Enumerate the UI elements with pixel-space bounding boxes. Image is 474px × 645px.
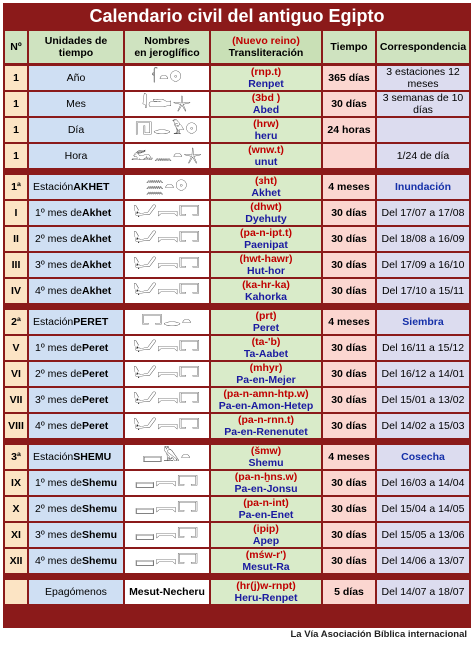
row-10-num <box>5 336 27 360</box>
header-translit <box>211 31 321 63</box>
row-18-corr-text: Del 14/06 a 13/07 <box>381 554 465 567</box>
row-1-num-text: 1 <box>13 97 19 110</box>
row-0-num <box>5 66 27 90</box>
row-0-corr <box>377 66 469 90</box>
row-12-corr <box>377 388 469 412</box>
row-2-translit-name: heru <box>254 130 278 142</box>
row-0-num-text: 1 <box>13 71 19 84</box>
row-6-unit-text: 2º mes de <box>35 232 83 245</box>
row-17-translit-name: Apep <box>252 535 280 547</box>
row-16-unit-text: 2º mes de <box>35 502 83 515</box>
row-17-hieroglyph-icon: 𓈙𓇯𓉐 <box>135 525 199 544</box>
row-19-hieroglyph <box>125 580 209 604</box>
row-8-time-text: 30 días <box>331 284 367 297</box>
row-4-translit-code: (ɜht) <box>254 175 278 187</box>
row-2-unit-text: Día <box>67 123 85 136</box>
row-17-time <box>323 523 375 547</box>
row-17-unit-suffix: Shemu <box>82 528 118 541</box>
row-9-corr <box>377 310 469 334</box>
row-18-unit <box>29 549 123 573</box>
row-3-unit <box>29 144 123 168</box>
row-10-corr-text: Del 16/11 a 15/12 <box>381 341 465 354</box>
row-14-corr-text: Cosecha <box>401 450 445 463</box>
row-4-hieroglyph-icon: 𓈗𓏏𓇳 <box>145 177 189 196</box>
row-7-translit-code: (hwt-hawr) <box>239 253 293 265</box>
row-13-unit <box>29 414 123 438</box>
row-17-num-text: XI <box>11 528 21 541</box>
row-14-unit-suffix: SHEMU <box>73 450 112 463</box>
row-13-num-text: VIII <box>8 419 24 432</box>
row-15-unit-suffix: Shemu <box>82 476 118 489</box>
row-1-hieroglyph-icon: 𓇋𓂧𓇼 <box>141 94 193 113</box>
row-1-corr <box>377 92 469 116</box>
row-18-translit-name: Mesut-Ra <box>242 561 290 573</box>
row-1-corr-text: 3 semanas de 10 días <box>382 92 464 116</box>
row-6-unit-suffix: Akhet <box>82 232 112 245</box>
row-5-unit-text: 1º mes de <box>35 206 83 219</box>
row-10-translit-code: (ta-'b) <box>251 336 281 348</box>
row-9-translit-name: Peret <box>252 322 280 334</box>
row-18-hieroglyph <box>125 549 209 573</box>
row-1-translit-code: (3bd ) <box>251 92 281 104</box>
row-6-corr-text: Del 18/08 a 16/09 <box>381 232 465 245</box>
header-translit-line1: (Nuevo reino) <box>232 34 300 47</box>
row-15-translit-code: (pa-n-ḫns.w) <box>234 471 298 483</box>
row-12-unit-suffix: Peret <box>82 393 109 406</box>
row-17-translit <box>211 523 321 547</box>
row-8-num <box>5 279 27 303</box>
row-0-time-text: 365 días <box>328 71 370 84</box>
row-15-translit <box>211 471 321 495</box>
row-17-hieroglyph <box>125 523 209 547</box>
row-11-unit <box>29 362 123 386</box>
row-15-time <box>323 471 375 495</box>
row-5-hieroglyph <box>125 201 209 225</box>
row-13-hieroglyph <box>125 414 209 438</box>
row-14-translit-code: (šmw) <box>250 445 282 457</box>
row-10-unit-suffix: Peret <box>82 341 109 354</box>
row-0-translit-code: (rnp.t) <box>250 66 282 78</box>
row-9-time-text: 4 meses <box>328 315 370 328</box>
header-num-label: Nº <box>10 40 22 53</box>
row-17-corr <box>377 523 469 547</box>
row-0-unit-text: Año <box>66 71 86 84</box>
row-11-hieroglyph-icon: 𓂦𓇯𓉐 <box>133 364 201 383</box>
row-11-corr-text: Del 16/12 a 14/01 <box>381 367 465 380</box>
row-12-time-text: 30 días <box>331 393 367 406</box>
row-6-num <box>5 227 27 251</box>
row-8-translit-code: (ka-hr-ka) <box>242 279 290 291</box>
row-7-translit-name: Hut-hor <box>247 265 285 277</box>
row-15-num <box>5 471 27 495</box>
row-14-num <box>5 445 27 469</box>
row-14-hieroglyph-icon: 𓈙𓅓𓏏 <box>142 447 192 466</box>
row-6-corr <box>377 227 469 251</box>
row-8-time <box>323 279 375 303</box>
row-15-unit <box>29 471 123 495</box>
row-13-unit-suffix: Peret <box>82 419 109 432</box>
row-9-hieroglyph-icon: 𓉐𓂋𓏏 <box>141 312 193 331</box>
row-3-num-text: 1 <box>13 149 19 162</box>
row-18-translit <box>211 549 321 573</box>
row-8-hieroglyph-icon: 𓂦𓇯𓉐 <box>133 281 201 300</box>
row-9-translit <box>211 310 321 334</box>
row-9-unit <box>29 310 123 334</box>
row-5-time <box>323 201 375 225</box>
row-15-unit-text: 1º mes de <box>35 476 83 489</box>
row-7-unit <box>29 253 123 277</box>
row-16-num <box>5 497 27 521</box>
row-17-time-text: 30 días <box>331 528 367 541</box>
row-5-translit-code: (dhwt) <box>250 201 282 213</box>
row-7-corr-text: Del 17/09 a 16/10 <box>381 258 465 271</box>
row-11-translit-code: (mhyr) <box>249 362 283 374</box>
row-12-unit <box>29 388 123 412</box>
row-16-time <box>323 497 375 521</box>
row-8-corr <box>377 279 469 303</box>
row-5-unit <box>29 201 123 225</box>
row-16-corr <box>377 497 469 521</box>
row-10-corr <box>377 336 469 360</box>
calendar-table <box>3 29 471 628</box>
row-14-translit-name: Shemu <box>248 457 284 469</box>
row-19-num <box>5 580 27 604</box>
header-names-line2: en jeroglífico <box>134 47 200 59</box>
header-translit-line2: Transliteración <box>228 47 304 59</box>
row-3-corr-text: 1/24 de día <box>396 149 450 162</box>
row-7-num-text: III <box>11 258 21 271</box>
row-13-translit-code: (pa-n-rnn.t) <box>238 414 294 426</box>
row-0-unit <box>29 66 123 90</box>
row-5-time-text: 30 días <box>331 206 367 219</box>
row-0-hieroglyph-icon: 𓆳𓏏𓇳 <box>151 68 183 87</box>
row-3-hieroglyph <box>125 144 209 168</box>
row-7-time-text: 30 días <box>331 258 367 271</box>
row-3-corr <box>377 144 469 168</box>
row-3-translit-code: (wnw.t) <box>248 144 284 156</box>
row-17-unit <box>29 523 123 547</box>
row-7-translit <box>211 253 321 277</box>
row-11-corr <box>377 362 469 386</box>
row-18-translit-code: (mśw-r') <box>245 549 287 561</box>
row-2-corr <box>377 118 469 142</box>
row-4-unit-suffix: AKHET <box>73 180 110 193</box>
row-16-hieroglyph-icon: 𓈙𓇯𓉐 <box>135 499 199 518</box>
row-4-unit <box>29 175 123 199</box>
row-5-corr <box>377 201 469 225</box>
row-0-corr-text: 3 estaciones 12 meses <box>386 66 460 90</box>
row-0-translit <box>211 66 321 90</box>
row-14-corr <box>377 445 469 469</box>
row-13-time <box>323 414 375 438</box>
row-4-time-text: 4 meses <box>328 180 370 193</box>
row-9-num-text: 2ª <box>11 315 21 328</box>
row-2-hieroglyph-icon: 𓉔𓂋𓅱𓇳 <box>135 120 199 139</box>
row-7-hieroglyph <box>125 253 209 277</box>
row-13-translit <box>211 414 321 438</box>
row-16-translit-code: (pa-n-int) <box>243 497 289 509</box>
row-9-corr-text: Siembra <box>402 315 444 328</box>
row-6-translit-name: Paenipat <box>244 239 288 251</box>
row-17-translit-code: (ipip) <box>253 523 279 535</box>
row-19-time <box>323 580 375 604</box>
row-10-time <box>323 336 375 360</box>
row-1-translit <box>211 92 321 116</box>
row-17-num <box>5 523 27 547</box>
row-16-time-text: 30 días <box>331 502 367 515</box>
row-8-corr-text: Del 17/10 a 15/11 <box>381 284 465 297</box>
row-3-time <box>323 144 375 168</box>
row-1-time-text: 30 días <box>331 97 367 110</box>
row-3-hieroglyph-icon: 𓃹𓈖𓏏𓇼 <box>131 146 203 165</box>
row-4-corr <box>377 175 469 199</box>
row-14-unit <box>29 445 123 469</box>
row-12-hieroglyph-icon: 𓂦𓇯𓉐 <box>133 390 201 409</box>
row-5-num-text: I <box>14 206 18 219</box>
row-8-unit <box>29 279 123 303</box>
row-9-num <box>5 310 27 334</box>
row-3-num <box>5 144 27 168</box>
row-16-unit-suffix: Shemu <box>82 502 118 515</box>
row-7-corr <box>377 253 469 277</box>
row-10-num-text: V <box>12 341 20 354</box>
row-18-num-text: XII <box>9 554 23 567</box>
row-16-num-text: X <box>12 502 20 515</box>
row-9-unit-suffix: PERET <box>73 315 109 328</box>
row-8-unit-suffix: Akhet <box>82 284 112 297</box>
row-10-hieroglyph-icon: 𓂦𓇯𓉐 <box>133 338 201 357</box>
row-1-hieroglyph <box>125 92 209 116</box>
row-6-time <box>323 227 375 251</box>
row-2-translit-code: (hrw) <box>253 118 279 130</box>
header-units <box>29 31 123 63</box>
row-19-unit <box>29 580 123 604</box>
row-14-unit-text: Estación <box>33 450 74 463</box>
header-num <box>5 31 27 63</box>
header-units-line2: tiempo <box>58 47 94 59</box>
row-14-time <box>323 445 375 469</box>
row-1-unit-text: Mes <box>66 97 86 110</box>
row-11-num <box>5 362 27 386</box>
row-15-num-text: IX <box>11 476 21 489</box>
row-4-translit-name: Akhet <box>251 187 281 199</box>
row-16-corr-text: Del 15/04 a 14/05 <box>381 502 465 515</box>
row-10-unit-text: 1º mes de <box>35 341 83 354</box>
row-3-unit-text: Hora <box>64 149 88 162</box>
row-5-corr-text: Del 17/07 a 17/08 <box>381 206 465 219</box>
row-8-num-text: IV <box>11 284 21 297</box>
row-10-unit <box>29 336 123 360</box>
row-18-unit-suffix: Shemu <box>82 554 118 567</box>
row-12-num <box>5 388 27 412</box>
row-12-translit <box>211 388 321 412</box>
row-8-hieroglyph <box>125 279 209 303</box>
row-12-translit-code: (pa-n-amn-htp.w) <box>223 388 309 400</box>
row-6-time-text: 30 días <box>331 232 367 245</box>
row-12-time <box>323 388 375 412</box>
row-15-hieroglyph <box>125 471 209 495</box>
row-12-corr-text: Del 15/01 a 13/02 <box>381 393 465 406</box>
row-1-time <box>323 92 375 116</box>
row-19-corr <box>377 580 469 604</box>
row-11-hieroglyph <box>125 362 209 386</box>
row-18-unit-text: 4º mes de <box>35 554 83 567</box>
row-16-translit <box>211 497 321 521</box>
row-5-num <box>5 201 27 225</box>
header-time-label: Tiempo <box>330 40 368 53</box>
row-4-time <box>323 175 375 199</box>
row-16-unit <box>29 497 123 521</box>
row-14-num-text: 3ª <box>11 450 21 463</box>
row-5-unit-suffix: Akhet <box>82 206 112 219</box>
row-4-hieroglyph <box>125 175 209 199</box>
row-18-num <box>5 549 27 573</box>
row-13-hieroglyph-icon: 𓂦𓇯𓉐 <box>133 416 201 435</box>
row-2-time-text: 24 horas <box>327 123 371 136</box>
row-6-translit <box>211 227 321 251</box>
row-7-num <box>5 253 27 277</box>
row-14-time-text: 4 meses <box>328 450 370 463</box>
row-11-translit-name: Pa-en-Mejer <box>236 374 296 386</box>
row-13-unit-text: 4º mes de <box>35 419 83 432</box>
row-19-unit-text: Epagómenos <box>45 585 107 598</box>
row-5-translit-name: Dyehuty <box>245 213 287 225</box>
row-10-translit-name: Ta-Aabet <box>243 348 289 360</box>
row-9-time <box>323 310 375 334</box>
row-4-corr-text: Inundación <box>395 180 451 193</box>
row-9-unit-text: Estación <box>33 315 74 328</box>
row-13-num <box>5 414 27 438</box>
header-corr-label: Correspondencia <box>379 40 467 53</box>
row-19-translit <box>211 580 321 604</box>
header-units-line1: Unidades de <box>44 34 108 47</box>
row-12-num-text: VII <box>9 393 23 406</box>
row-14-hieroglyph <box>125 445 209 469</box>
row-0-hieroglyph <box>125 66 209 90</box>
row-13-translit-name: Pa-en-Renenutet <box>224 426 308 438</box>
row-6-num-text: II <box>13 232 19 245</box>
row-15-hieroglyph-icon: 𓈙𓇯𓉐 <box>135 473 199 492</box>
row-0-time <box>323 66 375 90</box>
row-10-hieroglyph <box>125 336 209 360</box>
row-0-translit-name: Renpet <box>248 78 284 90</box>
row-18-time <box>323 549 375 573</box>
row-9-translit-code: (prt) <box>255 310 277 322</box>
row-3-translit <box>211 144 321 168</box>
row-16-hieroglyph <box>125 497 209 521</box>
row-15-time-text: 30 días <box>331 476 367 489</box>
row-4-num <box>5 175 27 199</box>
row-9-hieroglyph <box>125 310 209 334</box>
row-15-corr-text: Del 16/03 a 14/04 <box>381 476 465 489</box>
row-13-corr-text: Del 14/02 a 15/03 <box>381 419 465 432</box>
row-13-time-text: 30 días <box>331 419 367 432</box>
row-6-hieroglyph-icon: 𓂦𓇯𓉐 <box>133 229 201 248</box>
row-15-translit-name: Pa-en-Jonsu <box>234 483 298 495</box>
row-11-time <box>323 362 375 386</box>
row-11-translit <box>211 362 321 386</box>
row-11-unit-text: 2º mes de <box>35 367 83 380</box>
row-15-corr <box>377 471 469 495</box>
row-1-translit-name: Abed <box>252 104 280 116</box>
row-8-translit <box>211 279 321 303</box>
row-13-corr <box>377 414 469 438</box>
page-title: Calendario civil del antiguo Egipto <box>3 3 471 29</box>
row-18-corr <box>377 549 469 573</box>
row-19-translit-code: (hr(j)w-rnpt) <box>236 580 296 592</box>
header-corr <box>377 31 469 63</box>
row-10-translit <box>211 336 321 360</box>
row-2-num-text: 1 <box>13 123 19 136</box>
header-names-line1: Nombres <box>144 34 190 47</box>
header-time <box>323 31 375 63</box>
row-16-translit-name: Pa-en-Enet <box>238 509 294 521</box>
footer-credit: La Vía Asociación Bíblica internacional <box>3 628 471 642</box>
row-19-hieroglyph-text: Mesut-Necheru <box>129 585 205 598</box>
row-6-unit <box>29 227 123 251</box>
row-5-translit <box>211 201 321 225</box>
row-17-unit-text: 3º mes de <box>35 528 83 541</box>
row-7-unit-suffix: Akhet <box>82 258 112 271</box>
row-18-hieroglyph-icon: 𓈙𓇯𓉐 <box>135 551 199 570</box>
header-names <box>125 31 209 63</box>
row-6-translit-code: (pa-n-ipt.t) <box>240 227 292 239</box>
row-11-unit-suffix: Peret <box>82 367 109 380</box>
row-3-translit-name: unut <box>254 156 278 168</box>
row-19-time-text: 5 días <box>334 585 364 598</box>
row-10-time-text: 30 días <box>331 341 367 354</box>
row-14-translit <box>211 445 321 469</box>
row-5-hieroglyph-icon: 𓂦𓇯𓉐 <box>133 203 201 222</box>
calendar-sheet <box>3 3 471 642</box>
row-8-translit-name: Kahorka <box>244 291 287 303</box>
row-12-hieroglyph <box>125 388 209 412</box>
row-18-time-text: 30 días <box>331 554 367 567</box>
row-7-hieroglyph-icon: 𓂦𓇯𓉐 <box>133 255 201 274</box>
row-19-translit-name: Heru-Renpet <box>234 592 298 604</box>
row-4-num-text: 1ª <box>11 180 21 193</box>
row-1-unit <box>29 92 123 116</box>
row-2-num <box>5 118 27 142</box>
row-7-unit-text: 3º mes de <box>35 258 83 271</box>
row-1-num <box>5 92 27 116</box>
row-4-unit-text: Estación <box>33 180 74 193</box>
row-2-translit <box>211 118 321 142</box>
row-4-translit <box>211 175 321 199</box>
row-17-corr-text: Del 15/05 a 13/06 <box>381 528 465 541</box>
row-2-hieroglyph <box>125 118 209 142</box>
row-11-time-text: 30 días <box>331 367 367 380</box>
row-12-translit-name: Pa-en-Amon-Hetep <box>218 400 314 412</box>
row-2-unit <box>29 118 123 142</box>
row-2-time <box>323 118 375 142</box>
row-11-num-text: VI <box>11 367 21 380</box>
row-19-corr-text: Del 14/07 a 18/07 <box>381 585 465 598</box>
row-8-unit-text: 4º mes de <box>35 284 83 297</box>
row-7-time <box>323 253 375 277</box>
row-12-unit-text: 3º mes de <box>35 393 83 406</box>
row-6-hieroglyph <box>125 227 209 251</box>
